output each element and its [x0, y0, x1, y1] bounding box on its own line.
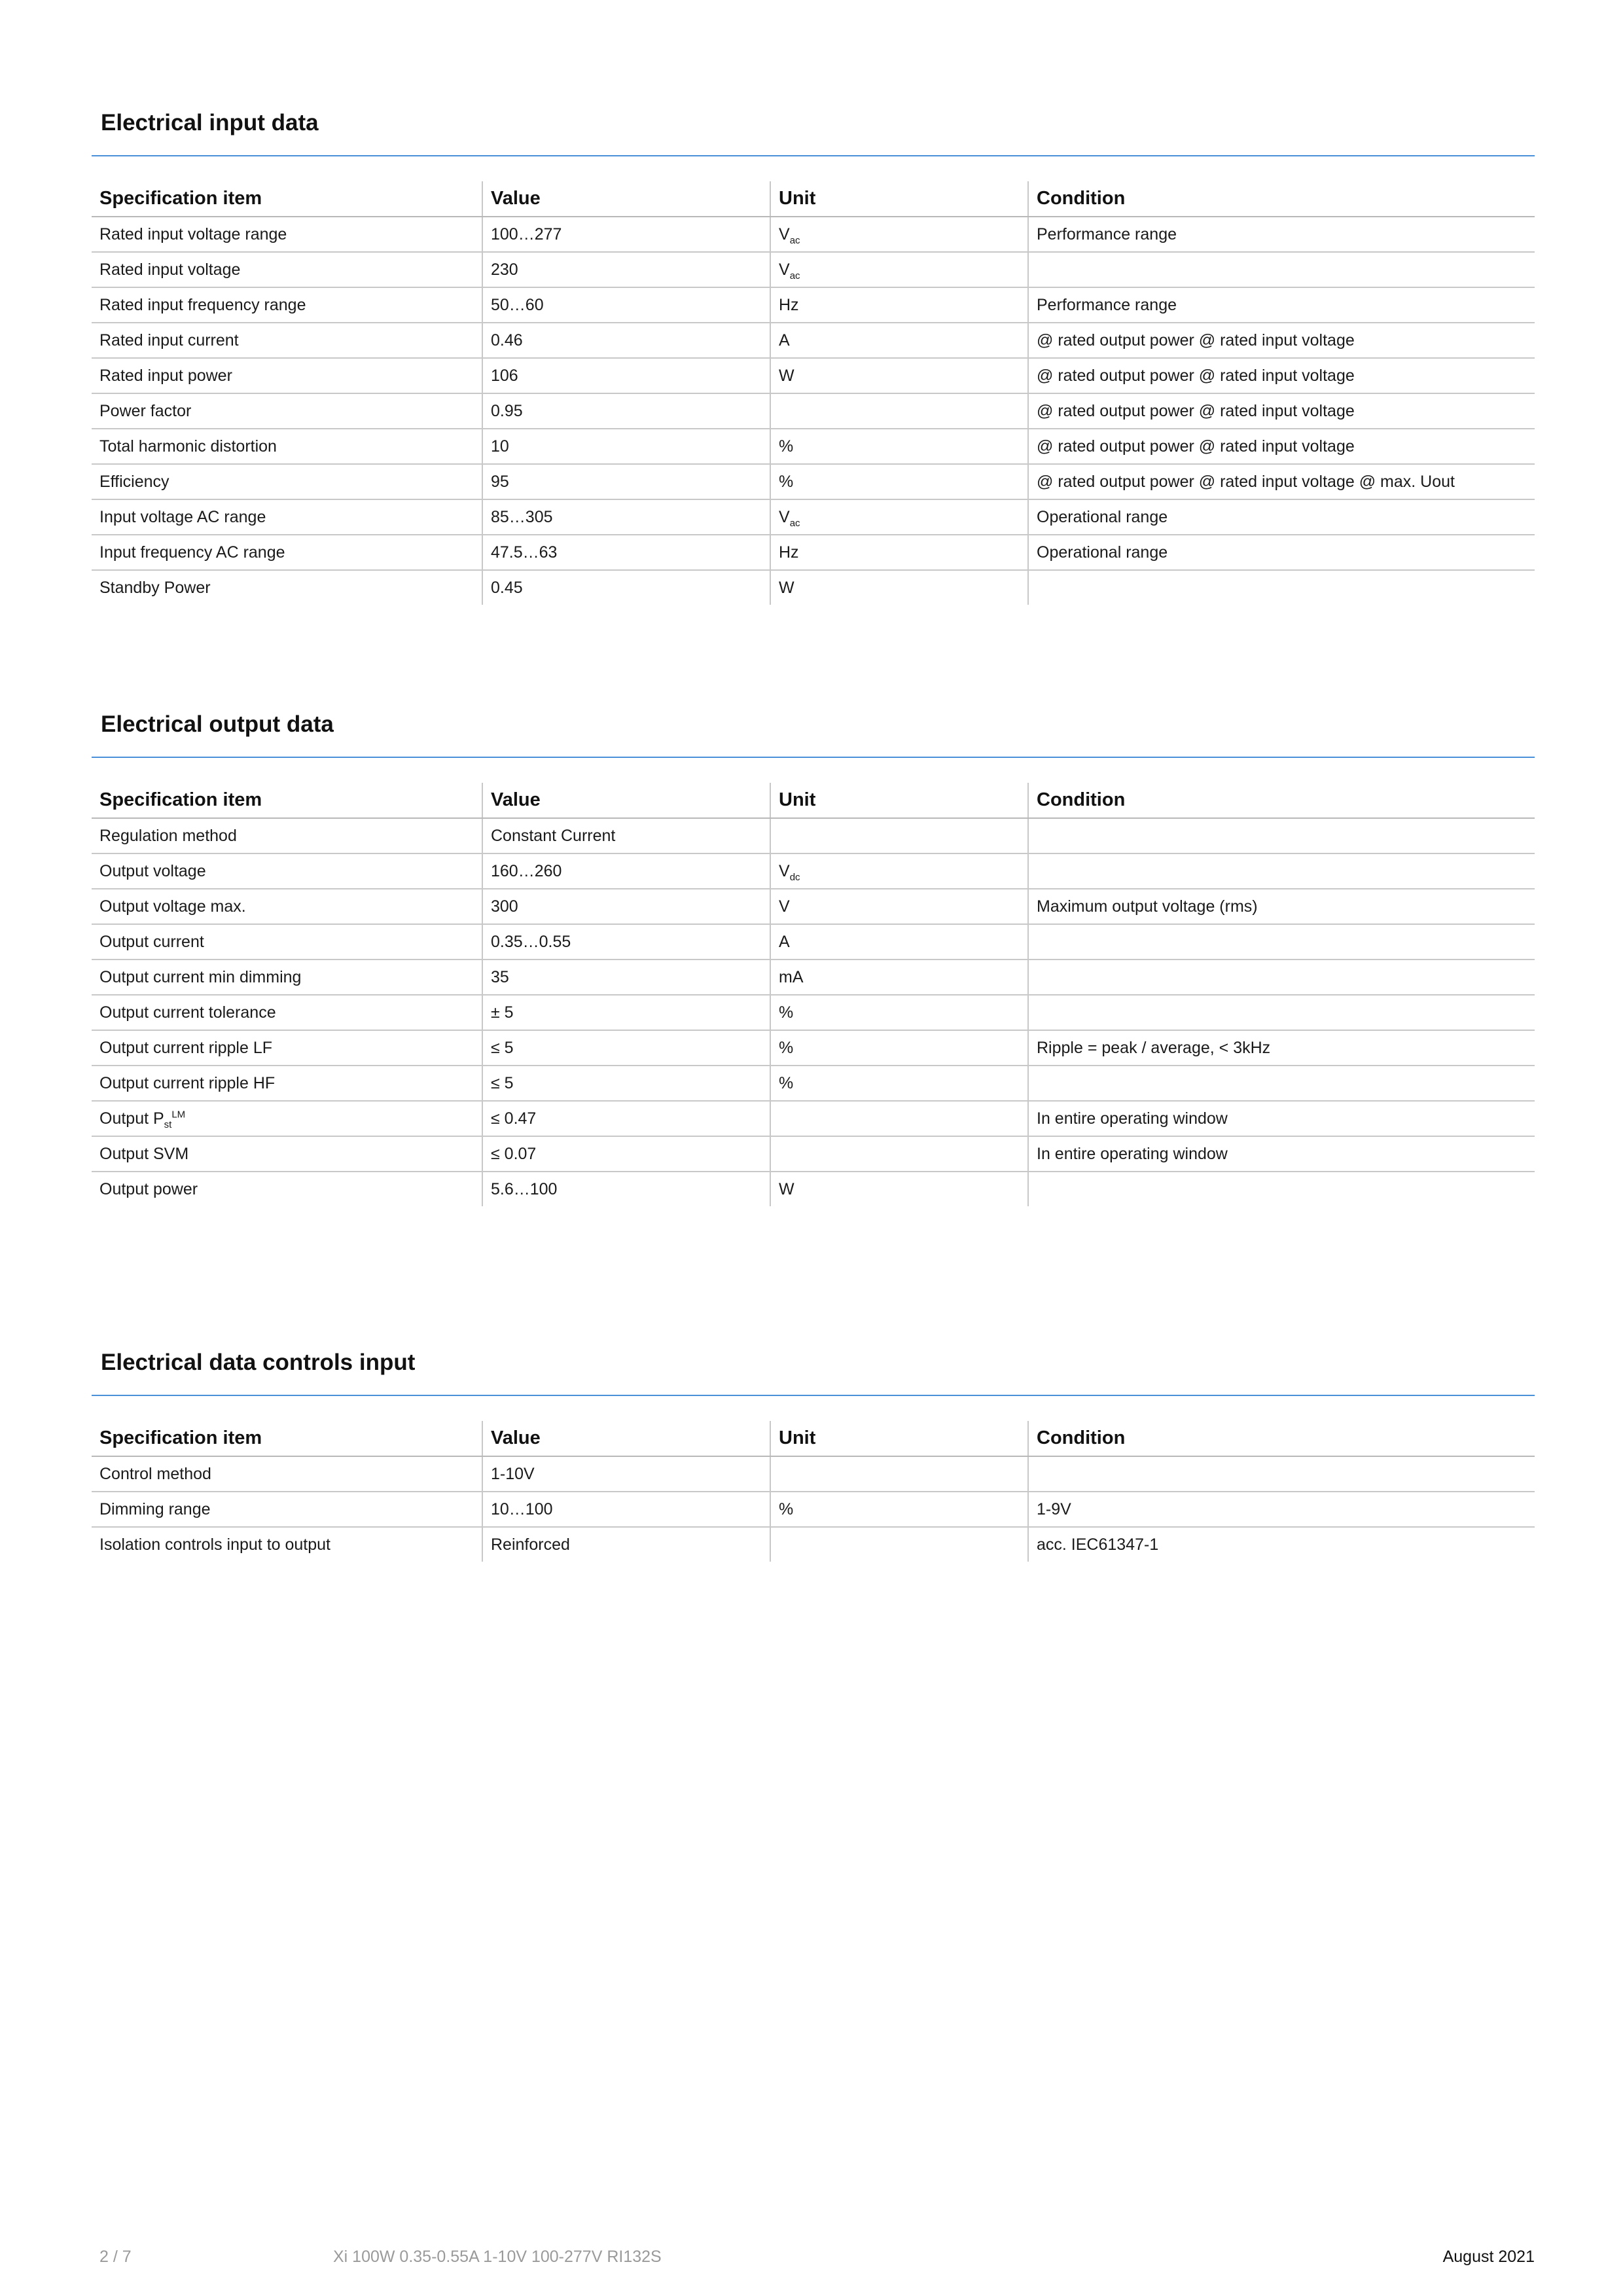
table-row: [92, 1030, 1535, 1066]
spec-condition: In entire operating window: [1028, 1136, 1535, 1172]
spec-item: Rated input voltage: [92, 252, 482, 287]
spec-value: 300: [482, 889, 770, 924]
header-value: Value: [482, 181, 770, 217]
item-subscript: st: [164, 1119, 172, 1130]
section-electrical-input: [92, 111, 1535, 605]
spec-unit: W: [770, 358, 1028, 393]
table-row: [92, 995, 1535, 1030]
table-row: [92, 464, 1535, 499]
spec-item: Input voltage AC range: [92, 499, 482, 535]
spec-unit: W: [770, 1172, 1028, 1206]
unit-subscript: ac: [789, 234, 800, 246]
table-row: [92, 924, 1535, 960]
spec-value: ≤ 5: [482, 1030, 770, 1066]
spec-item: Output current: [92, 924, 482, 960]
spec-condition: @ rated output power @ rated input voltage: [1028, 323, 1535, 358]
table-row: [92, 1136, 1535, 1172]
section-divider: [92, 757, 1535, 758]
unit-symbol: V: [779, 260, 790, 279]
spec-item: Output current min dimming: [92, 960, 482, 995]
spec-value: 100…277: [482, 217, 770, 252]
section-divider: [92, 155, 1535, 156]
unit-symbol: V: [779, 224, 790, 243]
table-header-row: [92, 1421, 1535, 1456]
spec-item: Standby Power: [92, 570, 482, 605]
spec-unit: %: [770, 995, 1028, 1030]
spec-value: 95: [482, 464, 770, 499]
spec-value: 85…305: [482, 499, 770, 535]
spec-table-input: [92, 181, 1535, 605]
header-unit: Unit: [770, 1421, 1028, 1456]
table-row: [92, 1527, 1535, 1562]
spec-item: Output voltage: [92, 853, 482, 889]
spec-condition: [1028, 853, 1535, 889]
header-condition: Condition: [1028, 181, 1535, 217]
table-row: [92, 1172, 1535, 1206]
spec-unit: [770, 1101, 1028, 1136]
table-row: [92, 358, 1535, 393]
spec-table-output: [92, 783, 1535, 1206]
spec-item: Total harmonic distortion: [92, 429, 482, 464]
header-condition: Condition: [1028, 783, 1535, 818]
spec-value: ≤ 5: [482, 1066, 770, 1101]
spec-condition: acc. IEC61347-1: [1037, 1535, 1159, 1554]
spec-condition: Performance range: [1028, 217, 1535, 252]
spec-item: Output SVM: [92, 1136, 482, 1172]
spec-value: 106: [482, 358, 770, 393]
spec-item: Input frequency AC range: [92, 535, 482, 570]
spec-unit: %: [770, 1030, 1028, 1066]
spec-unit: %: [770, 429, 1028, 464]
spec-condition: [1028, 1066, 1535, 1101]
spec-item: Regulation method: [92, 818, 482, 853]
spec-item: Control method: [92, 1456, 482, 1492]
spec-value: 160…260: [482, 853, 770, 889]
spec-item: Output voltage max.: [92, 889, 482, 924]
spec-table-controls: [92, 1421, 1535, 1562]
spec-unit: A: [770, 323, 1028, 358]
spec-value: 10…100: [482, 1492, 770, 1527]
spec-condition: [1028, 924, 1535, 960]
spec-value: ≤ 0.07: [482, 1136, 770, 1172]
spec-item: Output current ripple LF: [92, 1030, 482, 1066]
spec-condition: [1028, 1456, 1535, 1492]
section-title: Electrical output data: [101, 711, 334, 737]
header-unit: Unit: [770, 181, 1028, 217]
spec-unit: mA: [770, 960, 1028, 995]
spec-condition: Operational range: [1028, 499, 1535, 535]
spec-value: ≤ 0.47: [482, 1101, 770, 1136]
spec-item: Power factor: [92, 393, 482, 429]
spec-value: 0.35…0.55: [482, 924, 770, 960]
spec-value: 5.6…100: [482, 1172, 770, 1206]
table-row: [92, 1066, 1535, 1101]
spec-condition: [1028, 818, 1535, 853]
spec-item: Efficiency: [92, 464, 482, 499]
spec-value: ± 5: [482, 995, 770, 1030]
spec-value: Constant Current: [482, 818, 770, 853]
spec-item: Rated input power: [92, 358, 482, 393]
spec-unit: [770, 252, 1028, 287]
spec-unit: [770, 1456, 1028, 1492]
spec-condition: [1028, 1172, 1535, 1206]
table-row: [92, 252, 1535, 287]
unit-symbol: V: [779, 861, 790, 880]
spec-condition: Operational range: [1028, 535, 1535, 570]
spec-unit: %: [770, 1492, 1028, 1527]
header-specification-item: Specification item: [92, 181, 482, 217]
spec-value: 0.46: [482, 323, 770, 358]
unit-subscript: ac: [789, 517, 800, 529]
spec-condition: @ rated output power @ rated input voltage: [1028, 429, 1535, 464]
table-row: [92, 1492, 1535, 1527]
spec-value: 35: [482, 960, 770, 995]
table-row: [92, 570, 1535, 605]
spec-condition: [1028, 570, 1535, 605]
spec-unit: [770, 818, 1028, 853]
spec-item: Rated input current: [92, 323, 482, 358]
table-row: [92, 499, 1535, 535]
spec-unit: [770, 393, 1028, 429]
spec-value: 230: [482, 252, 770, 287]
item-label: Output P: [99, 1109, 164, 1128]
table-row: [92, 1456, 1535, 1492]
spec-item: Output power: [92, 1172, 482, 1206]
spec-unit: %: [770, 464, 1028, 499]
spec-condition: [1028, 960, 1535, 995]
spec-item: Rated input voltage range: [92, 217, 482, 252]
spec-unit: [770, 1136, 1028, 1172]
table-row: [92, 889, 1535, 924]
header-condition: Condition: [1028, 1421, 1535, 1456]
spec-unit: [770, 217, 1028, 252]
spec-condition: @ rated output power @ rated input voltage @ max. Uout: [1028, 464, 1535, 499]
spec-value: Reinforced: [482, 1527, 770, 1562]
spec-unit: [770, 853, 1028, 889]
table-row: [92, 853, 1535, 889]
spec-unit: [770, 1527, 1028, 1562]
section-electrical-controls-input: [92, 1351, 1535, 1562]
table-header-row: [92, 181, 1535, 217]
header-specification-item: Specification item: [92, 1421, 482, 1456]
spec-condition: @ rated output power @ rated input voltage: [1028, 393, 1535, 429]
table-row: [92, 393, 1535, 429]
spec-value: 0.95: [482, 393, 770, 429]
spec-item: Isolation controls input to output: [92, 1527, 482, 1562]
spec-unit: Hz: [770, 287, 1028, 323]
unit-subscript: dc: [789, 871, 800, 883]
unit-subscript: ac: [789, 270, 800, 281]
table-row: [92, 323, 1535, 358]
item-superscript: LM: [171, 1109, 186, 1121]
spec-unit: W: [770, 570, 1028, 605]
table-row: [92, 535, 1535, 570]
spec-condition: Maximum output voltage (rms): [1028, 889, 1535, 924]
spec-item: Output current ripple HF: [92, 1066, 482, 1101]
table-row: [92, 429, 1535, 464]
section-title: Electrical input data: [101, 110, 319, 135]
product-name: Xi 100W 0.35-0.55A 1-10V 100-277V RI132S: [333, 2248, 662, 2266]
spec-condition: [1028, 252, 1535, 287]
spec-item: Output current tolerance: [92, 995, 482, 1030]
spec-unit: [770, 499, 1028, 535]
spec-item: [92, 1101, 482, 1136]
spec-value: 1-10V: [482, 1456, 770, 1492]
spec-value: 10: [482, 429, 770, 464]
table-row: [92, 818, 1535, 853]
header-value: Value: [482, 1421, 770, 1456]
header-unit: Unit: [770, 783, 1028, 818]
table-header-row: [92, 783, 1535, 818]
spec-unit: %: [770, 1066, 1028, 1101]
table-row: [92, 1101, 1535, 1136]
page-number: 2 / 7: [99, 2248, 132, 2266]
unit-symbol: V: [779, 507, 790, 526]
spec-value: 50…60: [482, 287, 770, 323]
spec-unit: Hz: [770, 535, 1028, 570]
table-row: [92, 217, 1535, 252]
spec-condition: Ripple = peak / average, < 3kHz: [1028, 1030, 1535, 1066]
spec-condition: [1028, 995, 1535, 1030]
spec-unit: V: [770, 889, 1028, 924]
header-specification-item: Specification item: [92, 783, 482, 818]
table-row: [92, 960, 1535, 995]
spec-condition: Performance range: [1028, 287, 1535, 323]
spec-value: 0.45: [482, 570, 770, 605]
document-date: August 2021: [1442, 2248, 1535, 2266]
table-row: [92, 287, 1535, 323]
section-electrical-output: [92, 713, 1535, 1206]
section-divider: [92, 1395, 1535, 1396]
spec-unit: A: [770, 924, 1028, 960]
spec-condition: In entire operating window: [1028, 1101, 1535, 1136]
header-value: Value: [482, 783, 770, 818]
spec-item: Rated input frequency range: [92, 287, 482, 323]
spec-condition: @ rated output power @ rated input voltage: [1028, 358, 1535, 393]
spec-value: 47.5…63: [482, 535, 770, 570]
spec-item: Dimming range: [92, 1492, 482, 1527]
spec-condition: 1-9V: [1028, 1492, 1535, 1527]
section-title: Electrical data controls input: [101, 1350, 416, 1375]
